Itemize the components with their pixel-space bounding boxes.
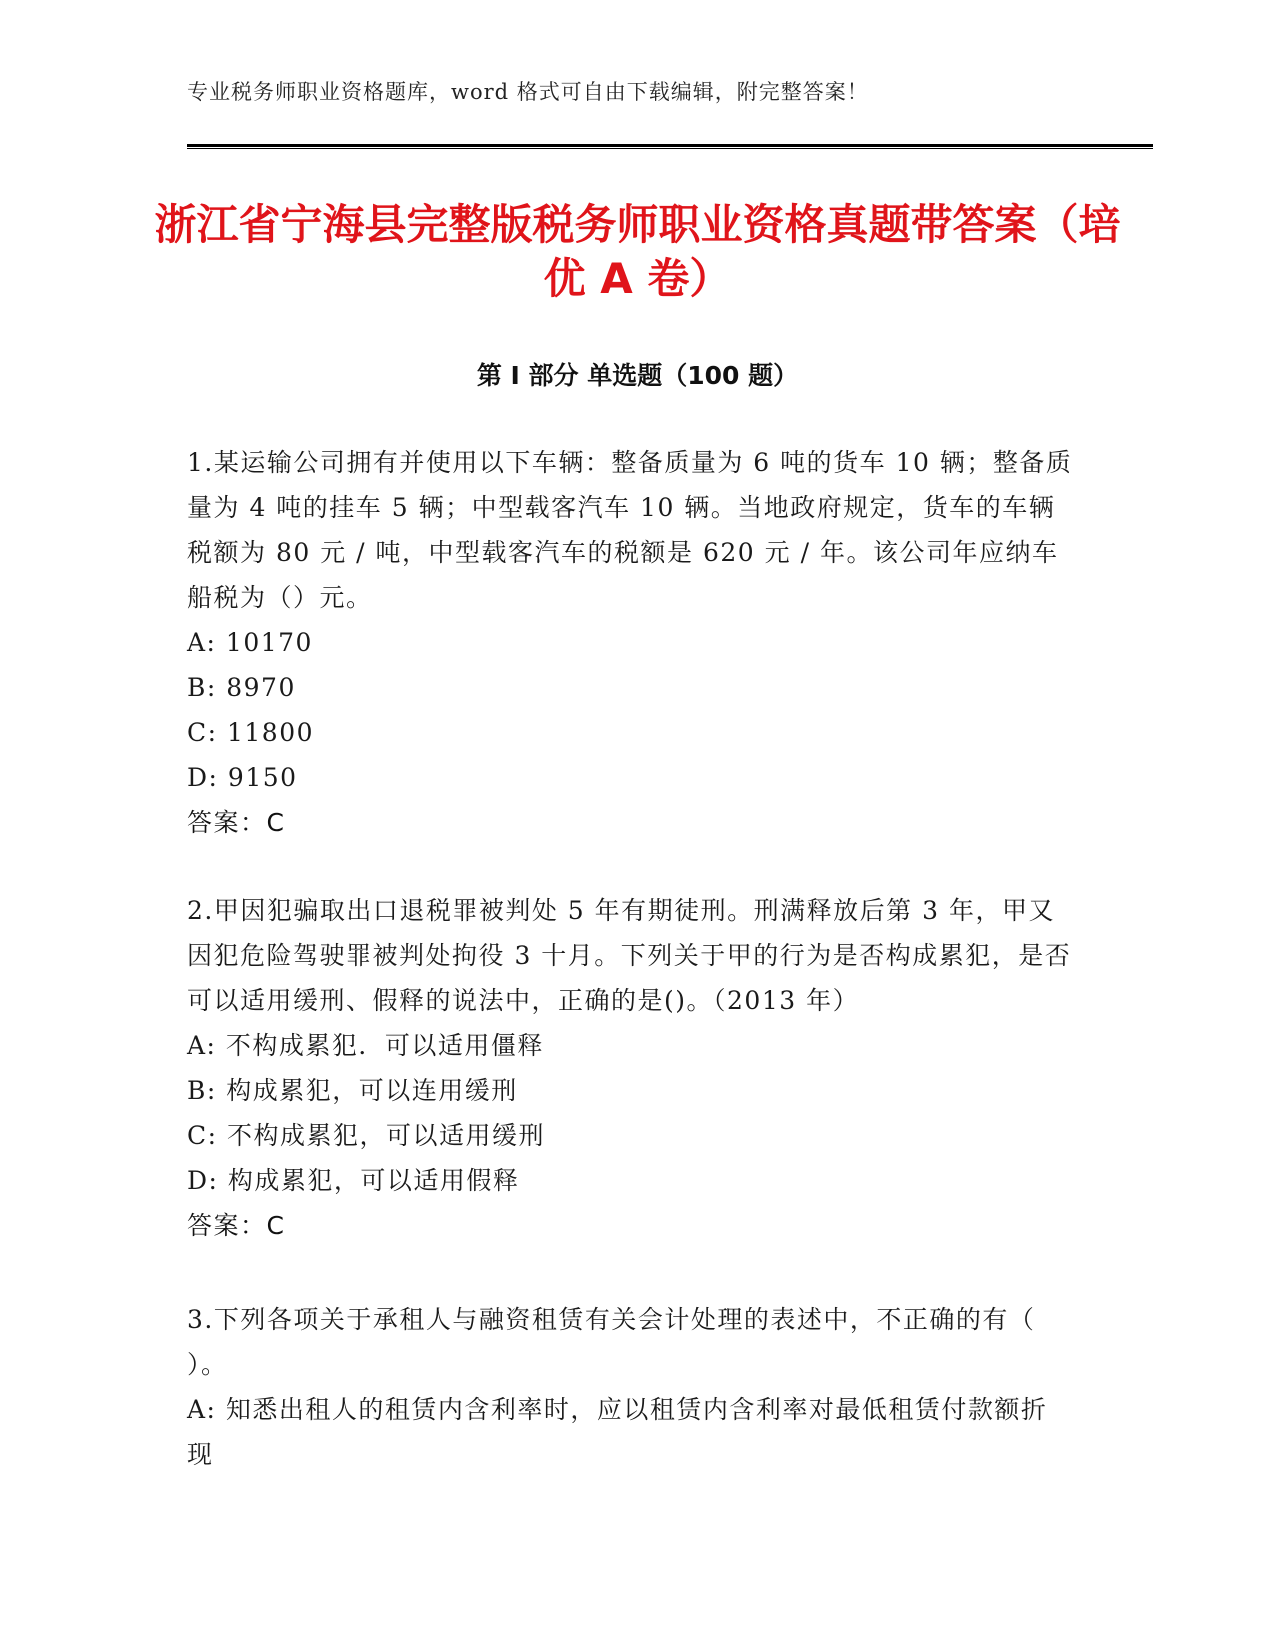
option-c: C: 11800: [187, 718, 315, 747]
option-a: A: 不构成累犯．可以适用僵释: [187, 1031, 544, 1060]
section-heading: 第 I 部分 单选题（100 题）: [476, 361, 799, 390]
answer: 答案：C: [187, 808, 286, 837]
header-note: 专业税务师职业资格题库，word 格式可自由下载编辑，附完整答案！: [187, 80, 869, 104]
document-title: 浙江省宁海县完整版税务师职业资格真题带答案（培优 A 卷）: [154, 200, 1121, 303]
option-d: D: 9150: [187, 763, 298, 792]
option-a: A: 10170: [187, 628, 313, 657]
question-stem: 2.甲因犯骗取出口退税罪被判处 5 年有期徒刑。刑满释放后第 3 年，甲又因犯危险驾驶罪被判处拘役 3 十月。下列关于甲的行为是否构成累犯，是否可以适用缓刑、假释的说法中，正确的是()。（2013 年）: [187, 896, 1072, 1015]
option-b: B: 8970: [187, 673, 296, 702]
option-d: D: 构成累犯，可以适用假释: [187, 1166, 520, 1195]
option-b: B: 构成累犯，可以连用缓刑: [187, 1076, 518, 1105]
header-divider: [187, 144, 1153, 149]
question-3: [187, 1297, 1073, 1477]
question-stem: 1.某运输公司拥有并使用以下车辆：整备质量为 6 吨的货车 10 辆；整备质量为 4 吨的挂车 5 辆；中型载客汽车 10 辆。当地政府规定，货车的车辆税额为 80 元 / 吨，中型载客汽车的税额是 620 元 / 年。该公司年应纳车船税为（）元。: [187, 448, 1073, 612]
question-1: [187, 440, 1073, 845]
question-2: [187, 888, 1073, 1248]
answer: 答案：C: [187, 1211, 286, 1240]
option-a: A: 知悉出租人的租赁内含利率时，应以租赁内含利率对最低租赁付款额折现: [187, 1395, 1048, 1469]
question-stem: 3.下列各项关于承租人与融资租赁有关会计处理的表述中，不正确的有（ ）。: [187, 1305, 1036, 1379]
option-c: C: 不构成累犯，可以适用缓刑: [187, 1121, 545, 1150]
